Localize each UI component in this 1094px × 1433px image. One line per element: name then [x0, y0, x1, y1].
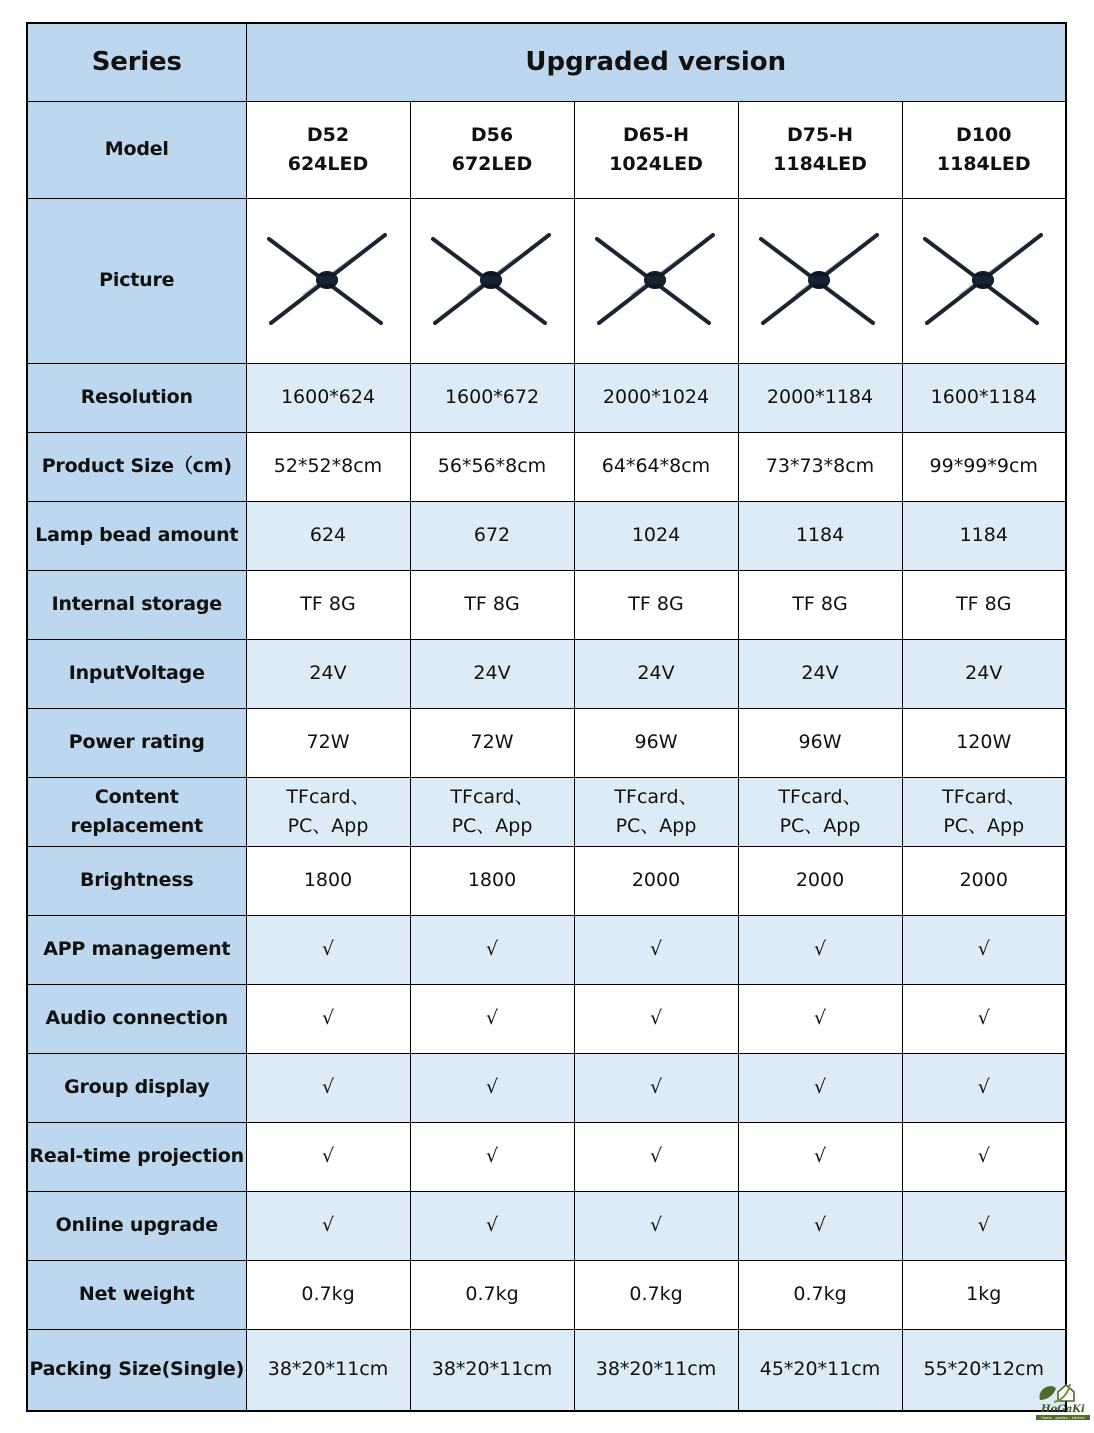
- model-leds: 624LED: [287, 152, 369, 175]
- row-value: 38*20*11cm: [574, 1329, 738, 1411]
- row-value: √: [738, 915, 902, 984]
- row-label: Internal storage: [27, 570, 246, 639]
- row-value: 0.7kg: [738, 1260, 902, 1329]
- model-leds: 1024LED: [609, 152, 703, 175]
- hogaki-logo: [1034, 1382, 1092, 1422]
- row-label: Resolution: [27, 363, 246, 432]
- row-label: Content replacement: [27, 777, 246, 846]
- row-value: TF 8G: [574, 570, 738, 639]
- product-picture: [738, 198, 902, 363]
- row-value: √: [246, 1053, 410, 1122]
- row-value: √: [574, 1053, 738, 1122]
- row-value: 1kg: [902, 1260, 1066, 1329]
- row-label: Group display: [27, 1053, 246, 1122]
- spec-row: [27, 432, 1066, 501]
- row-label: Product Size（cm): [27, 432, 246, 501]
- row-value: TFcard、PC、App: [574, 777, 738, 846]
- row-label: Net weight: [27, 1260, 246, 1329]
- row-value: 0.7kg: [246, 1260, 410, 1329]
- row-value: 56*56*8cm: [410, 432, 574, 501]
- model-name: D52: [306, 123, 350, 146]
- model-name: D65-H: [623, 123, 689, 146]
- row-value: 1600*624: [246, 363, 410, 432]
- row-value: 24V: [738, 639, 902, 708]
- row-value: √: [574, 1191, 738, 1260]
- row-value: 624: [246, 501, 410, 570]
- row-value: √: [574, 1122, 738, 1191]
- row-value: √: [738, 1053, 902, 1122]
- row-value: 52*52*8cm: [246, 432, 410, 501]
- row-value: 38*20*11cm: [410, 1329, 574, 1411]
- row-value: √: [902, 915, 1066, 984]
- row-value: 72W: [246, 708, 410, 777]
- row-value: √: [410, 1191, 574, 1260]
- row-value: √: [902, 1122, 1066, 1191]
- model-name: D75-H: [787, 123, 853, 146]
- row-value: √: [738, 1191, 902, 1260]
- spec-row: [27, 570, 1066, 639]
- row-label: Packing Size(Single): [27, 1329, 246, 1411]
- row-value: 64*64*8cm: [574, 432, 738, 501]
- svg-text:HoGaKi: HoGaKi: [1041, 1404, 1085, 1415]
- row-value: 120W: [902, 708, 1066, 777]
- row-label: InputVoltage: [27, 639, 246, 708]
- spec-row: [27, 915, 1066, 984]
- row-value: 2000: [574, 846, 738, 915]
- row-value: 1800: [246, 846, 410, 915]
- spec-row: [27, 1329, 1066, 1411]
- row-label: APP management: [27, 915, 246, 984]
- row-value: 1024: [574, 501, 738, 570]
- spec-row: [27, 1191, 1066, 1260]
- row-value: √: [246, 984, 410, 1053]
- model-leds: 672LED: [451, 152, 533, 175]
- row-value: 1184: [738, 501, 902, 570]
- row-value: TFcard、PC、App: [246, 777, 410, 846]
- row-value: 672: [410, 501, 574, 570]
- row-value: TF 8G: [738, 570, 902, 639]
- row-label: Online upgrade: [27, 1191, 246, 1260]
- product-picture: [574, 198, 738, 363]
- model-label: Model: [27, 101, 246, 198]
- row-value: 24V: [410, 639, 574, 708]
- model-leds: 1184LED: [773, 152, 867, 175]
- row-value: √: [246, 1191, 410, 1260]
- hologram-fan-icon: [919, 231, 1049, 331]
- svg-text:Home - garden - kitchen: Home - garden - kitchen: [1041, 1416, 1085, 1421]
- spec-row: [27, 639, 1066, 708]
- row-value: 1184: [902, 501, 1066, 570]
- spec-row: [27, 363, 1066, 432]
- spec-row: [27, 777, 1066, 846]
- row-value: 2000: [738, 846, 902, 915]
- model-name: D100: [956, 123, 1012, 146]
- hologram-fan-icon: [427, 231, 557, 331]
- model-cell: [410, 101, 574, 198]
- row-value: TF 8G: [902, 570, 1066, 639]
- row-value: 24V: [574, 639, 738, 708]
- row-value: √: [574, 915, 738, 984]
- row-value: 99*99*9cm: [902, 432, 1066, 501]
- row-value: √: [246, 1122, 410, 1191]
- product-picture: [902, 198, 1066, 363]
- model-cell: [574, 101, 738, 198]
- row-value: 0.7kg: [574, 1260, 738, 1329]
- row-label: Real-time projection: [27, 1122, 246, 1191]
- row-value: √: [410, 984, 574, 1053]
- row-value: √: [738, 984, 902, 1053]
- spec-row: [27, 1260, 1066, 1329]
- spec-table: [26, 22, 1067, 1412]
- spec-row: [27, 708, 1066, 777]
- row-value: 1600*1184: [902, 363, 1066, 432]
- model-cell: [246, 101, 410, 198]
- row-value: 45*20*11cm: [738, 1329, 902, 1411]
- row-value: √: [410, 1122, 574, 1191]
- version-title: Upgraded version: [246, 23, 1066, 101]
- row-value: 96W: [574, 708, 738, 777]
- row-value: TFcard、PC、App: [738, 777, 902, 846]
- row-value: TF 8G: [246, 570, 410, 639]
- product-picture: [246, 198, 410, 363]
- row-value: √: [902, 984, 1066, 1053]
- header-row: [27, 23, 1066, 101]
- hologram-fan-icon: [755, 231, 885, 331]
- row-value: 72W: [410, 708, 574, 777]
- spec-row: [27, 501, 1066, 570]
- row-value: 24V: [246, 639, 410, 708]
- product-picture: [410, 198, 574, 363]
- hologram-fan-icon: [263, 231, 393, 331]
- row-label: Lamp bead amount: [27, 501, 246, 570]
- row-label: Audio connection: [27, 984, 246, 1053]
- row-value: √: [902, 1053, 1066, 1122]
- picture-label: Picture: [27, 198, 246, 363]
- row-label: Power rating: [27, 708, 246, 777]
- model-cell: [902, 101, 1066, 198]
- row-value: 96W: [738, 708, 902, 777]
- row-value: √: [246, 915, 410, 984]
- model-cell: [738, 101, 902, 198]
- model-leds: 1184LED: [936, 152, 1031, 175]
- hologram-fan-icon: [591, 231, 721, 331]
- row-value: √: [410, 1053, 574, 1122]
- row-value: √: [902, 1191, 1066, 1260]
- row-value: 1600*672: [410, 363, 574, 432]
- row-value: 73*73*8cm: [738, 432, 902, 501]
- row-value: 1800: [410, 846, 574, 915]
- row-value: TFcard、PC、App: [410, 777, 574, 846]
- series-label: Series: [27, 23, 246, 101]
- row-value: TF 8G: [410, 570, 574, 639]
- row-value: √: [738, 1122, 902, 1191]
- row-value: 2000*1184: [738, 363, 902, 432]
- row-value: 2000: [902, 846, 1066, 915]
- spec-row: [27, 1122, 1066, 1191]
- row-value: 24V: [902, 639, 1066, 708]
- picture-row: [27, 198, 1066, 363]
- row-value: √: [410, 915, 574, 984]
- row-label: Brightness: [27, 846, 246, 915]
- spec-row: [27, 984, 1066, 1053]
- model-name: D56: [470, 123, 514, 146]
- row-value: 0.7kg: [410, 1260, 574, 1329]
- row-value: TFcard、PC、App: [902, 777, 1066, 846]
- row-value: 38*20*11cm: [246, 1329, 410, 1411]
- spec-row: [27, 1053, 1066, 1122]
- row-value: √: [574, 984, 738, 1053]
- row-value: 55*20*12cm: [902, 1329, 1066, 1411]
- model-row: [27, 101, 1066, 198]
- row-value: 2000*1024: [574, 363, 738, 432]
- spec-row: [27, 846, 1066, 915]
